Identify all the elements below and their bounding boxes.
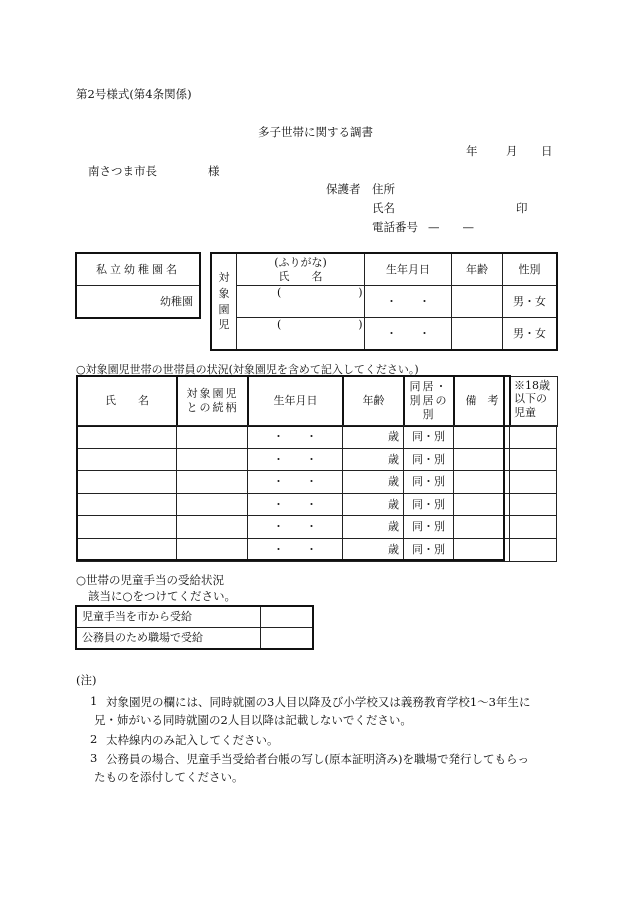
hh-name-cell[interactable] xyxy=(77,426,177,449)
hh-remarks-cell[interactable] xyxy=(454,538,510,561)
name-label: 氏名 xyxy=(372,201,395,215)
allowance-instruction: 該当に○をつけてください。 xyxy=(88,589,237,603)
household-row xyxy=(77,471,557,494)
note-3-number: 3 xyxy=(90,751,98,765)
target-child-table xyxy=(211,253,557,350)
hh-relation-cell[interactable] xyxy=(177,493,248,516)
seal-label: 印 xyxy=(516,201,528,215)
household-row xyxy=(77,448,557,471)
allowance-section-title: ○世帯の児童手当の受給状況 xyxy=(76,573,225,587)
hh-name-cell[interactable] xyxy=(77,538,177,561)
hh-relation-cell[interactable] xyxy=(177,448,248,471)
hh-birth-cell[interactable]: ・ ・ xyxy=(248,426,343,449)
kindergarten-table xyxy=(76,253,200,318)
hh-relation-cell[interactable] xyxy=(177,516,248,539)
note-1-line2: 兄・姉がいる同時就園の2人目以降は記載しないでください。 xyxy=(94,713,412,727)
honorific: 様 xyxy=(208,164,220,178)
hh-remarks-header: 備 考 xyxy=(454,376,510,426)
child-name-cell[interactable]: ( ) xyxy=(237,286,365,318)
hh-relation-cell[interactable] xyxy=(177,538,248,561)
kindergarten-name-cell[interactable] xyxy=(77,286,200,318)
sex-header: 性別 xyxy=(503,254,557,286)
hh-name-header: 氏 名 xyxy=(77,376,177,426)
note-1-number: 1 xyxy=(90,694,98,708)
hh-age-header: 年齢 xyxy=(343,376,404,426)
allowance-mark-city[interactable] xyxy=(261,607,313,628)
hh-cohabit-header: 同居・別居の別 xyxy=(404,376,454,426)
hh-age-cell[interactable]: 歳 xyxy=(343,516,404,539)
child-age-cell[interactable] xyxy=(452,318,503,350)
household-row xyxy=(77,426,557,449)
notes-heading: (注) xyxy=(76,673,97,687)
kindergarten-suffix: 幼稚園 xyxy=(160,294,193,308)
hh-age-cell[interactable]: 歳 xyxy=(343,426,404,449)
hh-name-cell[interactable] xyxy=(77,493,177,516)
hh-cohabit-cell[interactable]: 同・別 xyxy=(404,538,454,561)
age-header: 年齢 xyxy=(452,254,503,286)
child-name-cell[interactable]: ( ) xyxy=(237,318,365,350)
hh-birth-cell[interactable]: ・ ・ xyxy=(248,538,343,561)
hh-remarks-cell[interactable] xyxy=(454,471,510,494)
note-3-line1: 公務員の場合、児童手当受給者台帳の写し(原本証明済み)を職場で発行してもらっ xyxy=(106,752,529,766)
form-number: 第2号様式(第4条関係) xyxy=(76,87,192,101)
household-row xyxy=(77,516,557,539)
hh-under18-cell[interactable] xyxy=(510,426,557,449)
target-child-row xyxy=(212,318,557,350)
hh-remarks-cell[interactable] xyxy=(454,426,510,449)
hh-under18-cell[interactable] xyxy=(510,448,557,471)
addressee: 南さつま市長 xyxy=(88,164,157,178)
hh-birth-cell[interactable]: ・ ・ xyxy=(248,516,343,539)
hh-birth-header: 生年月日 xyxy=(248,376,343,426)
hh-age-cell[interactable]: 歳 xyxy=(343,471,404,494)
date-day-label: 日 xyxy=(541,144,553,158)
child-birth-cell[interactable]: ・ ・ xyxy=(365,286,452,318)
note-2-line1: 太枠線内のみ記入してください。 xyxy=(106,733,279,747)
allowance-table xyxy=(76,606,313,649)
hh-relation-cell[interactable] xyxy=(177,471,248,494)
hh-under18-cell[interactable] xyxy=(510,471,557,494)
child-sex-cell[interactable]: 男・女 xyxy=(503,318,557,350)
target-child-side-label: 対 象 園 児 xyxy=(212,254,237,350)
child-birth-cell[interactable]: ・ ・ xyxy=(365,318,452,350)
hh-under18-header: ※18歳以下の児童 xyxy=(510,376,557,426)
date-year-label: 年 xyxy=(466,144,478,158)
hh-remarks-cell[interactable] xyxy=(454,493,510,516)
kindergarten-header: 私立幼稚園名 xyxy=(77,254,200,286)
name-header: (ふりがな) 氏 名 xyxy=(237,254,365,286)
household-body-table xyxy=(76,425,557,562)
hh-age-cell[interactable]: 歳 xyxy=(343,493,404,516)
phone-label: 電話番号 xyxy=(372,220,418,234)
hh-cohabit-cell[interactable]: 同・別 xyxy=(404,448,454,471)
hh-name-cell[interactable] xyxy=(77,448,177,471)
hh-relation-cell[interactable] xyxy=(177,426,248,449)
note-3-line2: たものを添付してください。 xyxy=(94,770,244,784)
target-child-row xyxy=(212,286,557,318)
birth-header: 生年月日 xyxy=(365,254,452,286)
hh-cohabit-cell[interactable]: 同・別 xyxy=(404,426,454,449)
household-row xyxy=(77,538,557,561)
guardian-label: 保護者 xyxy=(326,182,361,196)
hh-under18-cell[interactable] xyxy=(510,538,557,561)
hh-cohabit-cell[interactable]: 同・別 xyxy=(404,516,454,539)
hh-relation-header: 対象園児との続柄 xyxy=(177,376,248,426)
phone-dashes: — — xyxy=(428,220,474,234)
hh-remarks-cell[interactable] xyxy=(454,516,510,539)
hh-cohabit-cell[interactable]: 同・別 xyxy=(404,471,454,494)
household-row xyxy=(77,493,557,516)
page-title: 多子世帯に関する調書 xyxy=(258,125,373,139)
allowance-option-city: 児童手当を市から受給 xyxy=(77,607,261,628)
child-age-cell[interactable] xyxy=(452,286,503,318)
household-section-title: ○対象園児世帯の世帯員の状況(対象園児を含めて記入してください。) xyxy=(76,363,419,376)
hh-under18-cell[interactable] xyxy=(510,516,557,539)
hh-cohabit-cell[interactable]: 同・別 xyxy=(404,493,454,516)
address-label: 住所 xyxy=(372,182,395,196)
note-1-line1: 対象園児の欄には、同時就園の3人目以降及び小学校又は義務教育学校1～3年生に xyxy=(106,695,531,709)
hh-birth-cell[interactable]: ・ ・ xyxy=(248,448,343,471)
allowance-mark-workplace[interactable] xyxy=(261,628,313,649)
hh-age-cell[interactable]: 歳 xyxy=(343,538,404,561)
date-month-label: 月 xyxy=(506,144,518,158)
hh-name-cell[interactable] xyxy=(77,516,177,539)
child-sex-cell[interactable]: 男・女 xyxy=(503,286,557,318)
note-2-number: 2 xyxy=(90,732,98,746)
hh-under18-cell[interactable] xyxy=(510,493,557,516)
hh-name-cell[interactable] xyxy=(77,471,177,494)
allowance-option-workplace: 公務員のため職場で受給 xyxy=(77,628,261,649)
hh-birth-cell[interactable]: ・ ・ xyxy=(248,471,343,494)
household-table xyxy=(76,375,558,427)
hh-age-cell[interactable]: 歳 xyxy=(343,448,404,471)
hh-remarks-cell[interactable] xyxy=(454,448,510,471)
hh-birth-cell[interactable]: ・ ・ xyxy=(248,493,343,516)
